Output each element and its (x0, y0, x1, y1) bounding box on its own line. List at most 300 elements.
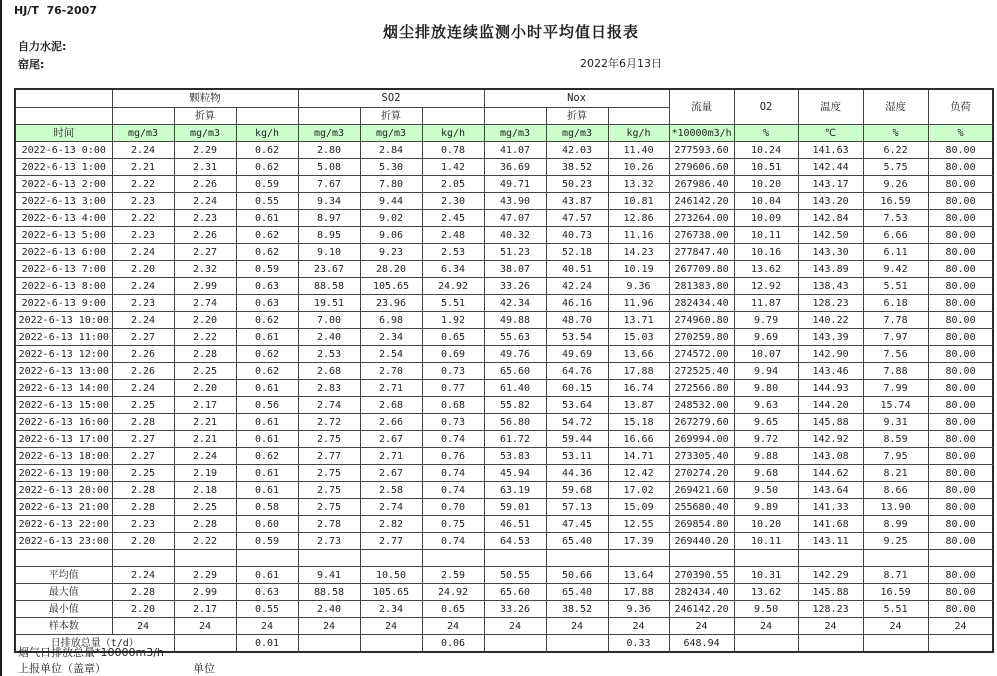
value-cell: 282434.40 (669, 584, 734, 601)
value-cell: 0.62 (236, 244, 298, 261)
value-cell: 2.29 (174, 142, 236, 159)
value-cell: 2.80 (298, 142, 360, 159)
value-cell: 17.39 (608, 533, 669, 550)
value-cell: 5.08 (298, 159, 360, 176)
value-cell: 9.94 (734, 363, 798, 380)
report-date: 2022年6月13日 (580, 57, 662, 70)
value-cell: 80.00 (928, 380, 993, 397)
value-cell: 273264.00 (669, 210, 734, 227)
value-cell: 0.61 (236, 431, 298, 448)
value-cell: 9.72 (734, 431, 798, 448)
value-cell: 40.73 (546, 227, 608, 244)
table-header (15, 89, 993, 142)
value-cell: 0.65 (422, 329, 484, 346)
hour-row (15, 244, 993, 261)
value-cell: 2.24 (112, 244, 174, 261)
value-cell: 46.51 (484, 516, 546, 533)
value-cell: 246142.20 (669, 601, 734, 618)
column-header: O2 (734, 89, 798, 125)
unit-header: kg/h (236, 125, 298, 142)
value-cell: 2.24 (112, 278, 174, 295)
hour-row (15, 210, 993, 227)
value-cell: 2.40 (298, 329, 360, 346)
time-cell: 2022-6-13 8:00 (15, 278, 112, 295)
company-label: 自力水泥: (18, 40, 67, 53)
converted-header: 折算 (174, 108, 236, 125)
value-cell: 2.29 (174, 567, 236, 584)
value-cell: 5.51 (422, 295, 484, 312)
value-cell: 2.75 (298, 465, 360, 482)
value-cell: 2.28 (112, 414, 174, 431)
value-cell: 13.87 (608, 397, 669, 414)
value-cell: 2.58 (360, 482, 422, 499)
value-cell: 272566.80 (669, 380, 734, 397)
value-cell: 2.21 (174, 414, 236, 431)
value-cell: 2.24 (112, 312, 174, 329)
value-cell: 2.54 (360, 346, 422, 363)
unit-label: 单位 (193, 662, 215, 675)
value-cell: 2.28 (112, 584, 174, 601)
value-cell: 2.71 (360, 380, 422, 397)
value-cell: 2.25 (174, 363, 236, 380)
value-cell: 43.90 (484, 193, 546, 210)
value-cell: 128.23 (798, 295, 863, 312)
value-cell: 13.90 (863, 499, 928, 516)
empty-cell (112, 550, 174, 567)
value-cell: 42.24 (546, 278, 608, 295)
value-cell: 2.48 (422, 227, 484, 244)
summary-row (15, 567, 993, 584)
value-cell: 16.59 (863, 193, 928, 210)
hour-row (15, 414, 993, 431)
value-cell: 0.60 (236, 516, 298, 533)
value-cell: 49.69 (546, 346, 608, 363)
value-cell: 0.74 (422, 533, 484, 550)
value-cell: 0.62 (236, 448, 298, 465)
value-cell: 10.07 (734, 346, 798, 363)
hour-row (15, 159, 993, 176)
value-cell: 11.40 (608, 142, 669, 159)
value-cell: 0.59 (236, 533, 298, 550)
value-cell: 17.88 (608, 363, 669, 380)
value-cell: 6.98 (360, 312, 422, 329)
value-cell: 2.24 (112, 380, 174, 397)
value-cell: 0.61 (236, 414, 298, 431)
value-cell: 141.68 (798, 516, 863, 533)
value-cell: 2.19 (174, 465, 236, 482)
value-cell: 28.20 (360, 261, 422, 278)
hour-row (15, 431, 993, 448)
value-cell: 55.63 (484, 329, 546, 346)
value-cell: 24 (863, 618, 928, 635)
value-cell: 80.00 (928, 363, 993, 380)
hour-row (15, 142, 993, 159)
value-cell: 45.94 (484, 465, 546, 482)
unit-header: mg/m3 (360, 125, 422, 142)
value-cell: 0.01 (236, 635, 298, 653)
value-cell: 0.62 (236, 363, 298, 380)
value-cell: 53.11 (546, 448, 608, 465)
value-cell: 9.25 (863, 533, 928, 550)
value-cell: 9.31 (863, 414, 928, 431)
value-cell: 12.55 (608, 516, 669, 533)
value-cell: 7.56 (863, 346, 928, 363)
empty-cell (360, 550, 422, 567)
value-cell: 143.08 (798, 448, 863, 465)
value-cell: 2.28 (174, 516, 236, 533)
value-cell: 141.63 (798, 142, 863, 159)
empty-cell (298, 550, 360, 567)
value-cell: 24 (112, 618, 174, 635)
value-cell: 2.75 (298, 431, 360, 448)
value-cell: 2.74 (174, 295, 236, 312)
value-cell: 19.51 (298, 295, 360, 312)
value-cell: 9.79 (734, 312, 798, 329)
value-cell: 8.66 (863, 482, 928, 499)
time-cell: 2022-6-13 23:00 (15, 533, 112, 550)
value-cell: 2.31 (174, 159, 236, 176)
value-cell: 7.53 (863, 210, 928, 227)
value-cell: 142.44 (798, 159, 863, 176)
value-cell: 10.51 (734, 159, 798, 176)
value-cell: 0.73 (422, 363, 484, 380)
value-cell: 145.88 (798, 584, 863, 601)
value-cell: 142.29 (798, 567, 863, 584)
value-cell: 2.27 (112, 329, 174, 346)
value-cell: 42.03 (546, 142, 608, 159)
value-cell: 38.52 (546, 601, 608, 618)
time-cell: 2022-6-13 5:00 (15, 227, 112, 244)
value-cell: 2.23 (112, 227, 174, 244)
column-header: 流量 (669, 89, 734, 125)
value-cell: 9.23 (360, 244, 422, 261)
value-cell: 0.62 (236, 312, 298, 329)
value-cell (546, 635, 608, 653)
blank-row (15, 550, 993, 567)
reporting-unit-label: 上报单位（盖章） (18, 662, 106, 675)
value-cell: 648.94 (669, 635, 734, 653)
value-cell: 43.87 (546, 193, 608, 210)
hour-row (15, 227, 993, 244)
value-cell: 2.28 (174, 346, 236, 363)
value-cell: 24 (734, 618, 798, 635)
hour-row (15, 312, 993, 329)
table-body (15, 142, 993, 653)
value-cell: 9.06 (360, 227, 422, 244)
summary-row (15, 618, 993, 635)
value-cell: 80.00 (928, 567, 993, 584)
value-cell: 2.25 (112, 465, 174, 482)
value-cell: 9.50 (734, 601, 798, 618)
value-cell: 50.55 (484, 567, 546, 584)
value-cell: 2.20 (112, 601, 174, 618)
value-cell: 63.19 (484, 482, 546, 499)
value-cell: 6.66 (863, 227, 928, 244)
value-cell: 2.59 (422, 567, 484, 584)
value-cell: 15.74 (863, 397, 928, 414)
value-cell: 2.68 (360, 397, 422, 414)
value-cell: 65.40 (546, 584, 608, 601)
time-cell: 2022-6-13 11:00 (15, 329, 112, 346)
value-cell: 80.00 (928, 584, 993, 601)
value-cell: 15.03 (608, 329, 669, 346)
value-cell: 2.67 (360, 431, 422, 448)
group-header: SO2 (298, 89, 484, 108)
hour-row (15, 363, 993, 380)
value-cell: 7.95 (863, 448, 928, 465)
value-cell: 13.66 (608, 346, 669, 363)
value-cell: 8.97 (298, 210, 360, 227)
location-label: 窑尾: (18, 58, 45, 71)
value-cell: 15.09 (608, 499, 669, 516)
value-cell: 2.74 (298, 397, 360, 414)
hour-row (15, 482, 993, 499)
time-cell: 2022-6-13 19:00 (15, 465, 112, 482)
empty-cell (928, 550, 993, 567)
value-cell: 143.64 (798, 482, 863, 499)
value-cell: 7.99 (863, 380, 928, 397)
value-cell: 105.65 (360, 584, 422, 601)
value-cell: 9.65 (734, 414, 798, 431)
value-cell: 40.32 (484, 227, 546, 244)
value-cell: 80.00 (928, 159, 993, 176)
value-cell: 10.11 (734, 533, 798, 550)
unit-header: kg/h (422, 125, 484, 142)
value-cell: 2.73 (298, 533, 360, 550)
value-cell: 2.20 (112, 261, 174, 278)
value-cell: 2.22 (112, 210, 174, 227)
value-cell: 13.64 (608, 567, 669, 584)
value-cell: 9.50 (734, 482, 798, 499)
value-cell: 1.92 (422, 312, 484, 329)
value-cell: 40.51 (546, 261, 608, 278)
corner-cell (15, 108, 112, 125)
value-cell: 24 (298, 618, 360, 635)
value-cell (734, 635, 798, 653)
value-cell: 80.00 (928, 465, 993, 482)
value-cell: 17.88 (608, 584, 669, 601)
value-cell: 140.22 (798, 312, 863, 329)
value-cell: 2.24 (112, 567, 174, 584)
value-cell: 0.33 (608, 635, 669, 653)
empty-cell (484, 108, 546, 125)
value-cell: 80.00 (928, 482, 993, 499)
value-cell: 142.84 (798, 210, 863, 227)
value-cell: 12.42 (608, 465, 669, 482)
value-cell: 269994.00 (669, 431, 734, 448)
empty-cell (546, 550, 608, 567)
value-cell: 143.89 (798, 261, 863, 278)
value-cell: 2.71 (360, 448, 422, 465)
value-cell: 24 (484, 618, 546, 635)
value-cell: 270274.20 (669, 465, 734, 482)
value-cell: 145.88 (798, 414, 863, 431)
value-cell: 10.24 (734, 142, 798, 159)
value-cell: 9.88 (734, 448, 798, 465)
value-cell: 9.10 (298, 244, 360, 261)
value-cell: 2.83 (298, 380, 360, 397)
value-cell: 7.97 (863, 329, 928, 346)
value-cell: 7.67 (298, 176, 360, 193)
value-cell: 54.72 (546, 414, 608, 431)
value-cell: 9.36 (608, 601, 669, 618)
value-cell: 80.00 (928, 227, 993, 244)
value-cell: 0.55 (236, 601, 298, 618)
value-cell: 272525.40 (669, 363, 734, 380)
window-left-edge (0, 0, 2, 676)
hour-row (15, 193, 993, 210)
value-cell: 48.70 (546, 312, 608, 329)
value-cell: 24 (236, 618, 298, 635)
value-cell: 41.07 (484, 142, 546, 159)
value-cell: 0.62 (236, 142, 298, 159)
value-cell: 80.00 (928, 312, 993, 329)
value-cell: 16.59 (863, 584, 928, 601)
value-cell: 8.59 (863, 431, 928, 448)
value-cell: 128.23 (798, 601, 863, 618)
value-cell: 2.28 (112, 482, 174, 499)
time-cell: 2022-6-13 15:00 (15, 397, 112, 414)
unit-header: % (863, 125, 928, 142)
value-cell: 0.61 (236, 567, 298, 584)
value-cell: 24 (360, 618, 422, 635)
empty-cell (608, 108, 669, 125)
value-cell: 2.05 (422, 176, 484, 193)
column-header: 温度 (798, 89, 863, 125)
value-cell: 16.74 (608, 380, 669, 397)
time-header: 时间 (15, 125, 112, 142)
value-cell: 10.04 (734, 193, 798, 210)
value-cell: 42.34 (484, 295, 546, 312)
value-cell: 0.59 (236, 261, 298, 278)
time-cell: 2022-6-13 17:00 (15, 431, 112, 448)
value-cell: 144.62 (798, 465, 863, 482)
empty-cell (422, 550, 484, 567)
value-cell: 6.34 (422, 261, 484, 278)
value-cell: 2.26 (112, 346, 174, 363)
value-cell: 11.87 (734, 295, 798, 312)
converted-header: 折算 (360, 108, 422, 125)
empty-cell (15, 550, 112, 567)
value-cell: 24.92 (422, 278, 484, 295)
value-cell: 11.96 (608, 295, 669, 312)
empty-cell (298, 108, 360, 125)
value-cell: 267279.60 (669, 414, 734, 431)
value-cell: 267986.40 (669, 176, 734, 193)
value-cell: 80.00 (928, 193, 993, 210)
value-cell: 10.20 (734, 516, 798, 533)
value-cell: 65.60 (484, 584, 546, 601)
value-cell: 8.71 (863, 567, 928, 584)
value-cell: 9.80 (734, 380, 798, 397)
value-cell: 246142.20 (669, 193, 734, 210)
value-cell: 65.40 (546, 533, 608, 550)
value-cell: 143.46 (798, 363, 863, 380)
time-cell: 2022-6-13 20:00 (15, 482, 112, 499)
value-cell: 2.84 (360, 142, 422, 159)
value-cell: 17.02 (608, 482, 669, 499)
value-cell: 0.76 (422, 448, 484, 465)
value-cell: 14.71 (608, 448, 669, 465)
empty-cell (484, 550, 546, 567)
empty-cell (798, 550, 863, 567)
value-cell: 2.99 (174, 278, 236, 295)
value-cell: 80.00 (928, 414, 993, 431)
hour-row (15, 380, 993, 397)
value-cell: 0.62 (236, 159, 298, 176)
value-cell: 2.26 (174, 227, 236, 244)
empty-cell (863, 550, 928, 567)
value-cell: 2.34 (360, 601, 422, 618)
value-cell: 80.00 (928, 431, 993, 448)
value-cell: 2.66 (360, 414, 422, 431)
value-cell: 57.13 (546, 499, 608, 516)
value-cell: 0.61 (236, 329, 298, 346)
value-cell: 88.58 (298, 278, 360, 295)
value-cell: 56.80 (484, 414, 546, 431)
hour-row (15, 516, 993, 533)
value-cell: 0.61 (236, 380, 298, 397)
daily-total-label: 日排放总量（t/d） (15, 635, 174, 653)
hour-row (15, 397, 993, 414)
value-cell: 23.96 (360, 295, 422, 312)
value-cell: 80.00 (928, 499, 993, 516)
time-cell: 2022-6-13 18:00 (15, 448, 112, 465)
summary-label: 平均值 (15, 567, 112, 584)
value-cell: 59.01 (484, 499, 546, 516)
value-cell: 47.45 (546, 516, 608, 533)
value-cell: 2.32 (174, 261, 236, 278)
value-cell: 2.25 (112, 397, 174, 414)
value-cell: 80.00 (928, 244, 993, 261)
time-cell: 2022-6-13 7:00 (15, 261, 112, 278)
hour-row (15, 465, 993, 482)
value-cell (484, 635, 546, 653)
value-cell: 0.63 (236, 278, 298, 295)
value-cell: 10.26 (608, 159, 669, 176)
value-cell: 269854.80 (669, 516, 734, 533)
value-cell (298, 635, 360, 653)
time-cell: 2022-6-13 9:00 (15, 295, 112, 312)
value-cell: 276738.00 (669, 227, 734, 244)
hour-row (15, 261, 993, 278)
value-cell: 59.44 (546, 431, 608, 448)
time-cell: 2022-6-13 14:00 (15, 380, 112, 397)
value-cell: 80.00 (928, 329, 993, 346)
value-cell: 2.24 (174, 448, 236, 465)
value-cell: 52.18 (546, 244, 608, 261)
value-cell: 248532.00 (669, 397, 734, 414)
value-cell: 0.70 (422, 499, 484, 516)
summary-row (15, 584, 993, 601)
value-cell: 269440.20 (669, 533, 734, 550)
value-cell (174, 635, 236, 653)
value-cell: 5.75 (863, 159, 928, 176)
value-cell: 13.71 (608, 312, 669, 329)
value-cell: 13.62 (734, 261, 798, 278)
value-cell: 49.76 (484, 346, 546, 363)
value-cell: 0.61 (236, 465, 298, 482)
value-cell: 53.83 (484, 448, 546, 465)
value-cell: 36.69 (484, 159, 546, 176)
value-cell: 80.00 (928, 261, 993, 278)
value-cell: 267709.80 (669, 261, 734, 278)
unit-header: % (928, 125, 993, 142)
value-cell: 80.00 (928, 346, 993, 363)
value-cell: 80.00 (928, 448, 993, 465)
value-cell: 277593.60 (669, 142, 734, 159)
value-cell: 9.68 (734, 465, 798, 482)
